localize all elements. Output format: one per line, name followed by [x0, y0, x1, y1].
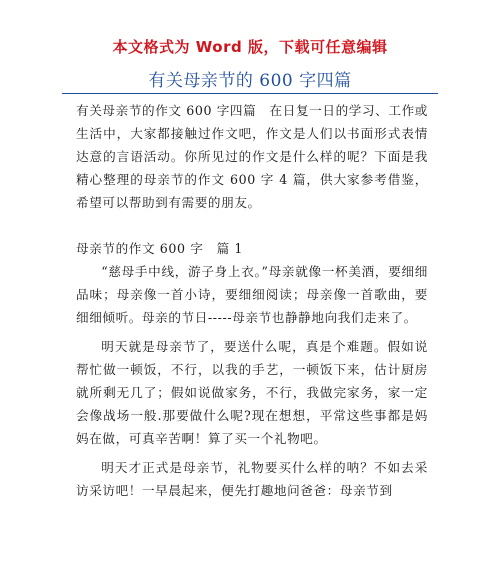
intro-paragraph: 有关母亲节的作文 600 字四篇 在日复一日的学习、工作或生活中，大家都接触过作文吧，作文是人们以书面形式表情达意的言语活动。你所见过的作文是什么样的呢？下面是我精心整理的母亲节的作文 600 字 4 篇，供大家参考借鉴，希望可以帮助到有需要的朋友。	[76, 103, 428, 210]
section-heading: 母亲节的作文 600 字 篇 1	[76, 241, 244, 256]
body-paragraph: “慈母手中线，游子身上衣。”母亲就像一杯美酒，要细细品味；母亲像一首小诗，要细细阅读；母亲像一首歌曲，要细细倾听。母亲的节日-----母亲节也静静地向我们走来了。	[76, 264, 428, 325]
title-divider	[62, 93, 438, 94]
body-paragraph: 明天才正式是母亲节，礼物要买什么样的呐？不如去采访采访吧！一早晨起来，便先打趣地问爸爸：母亲节到	[76, 460, 428, 498]
format-banner: 本文格式为 Word 版，下载可任意编辑	[112, 38, 388, 56]
document-body	[76, 99, 428, 502]
body-paragraph: 明天就是母亲节了，要送什么呢，真是个难题。假如说帮忙做一顿饭，不行，以我的手艺，一顿饭下来，估计厨房就所剩无几了；假如说做家务，不行，我做完家务，家一定会像战场一般.那要做什么呢?现在想想，平常这些事都是妈妈在做，可真辛苦啊！算了买一个礼物吧。	[76, 339, 428, 446]
document-title: 有关母亲节的 600 字四篇	[148, 71, 352, 91]
